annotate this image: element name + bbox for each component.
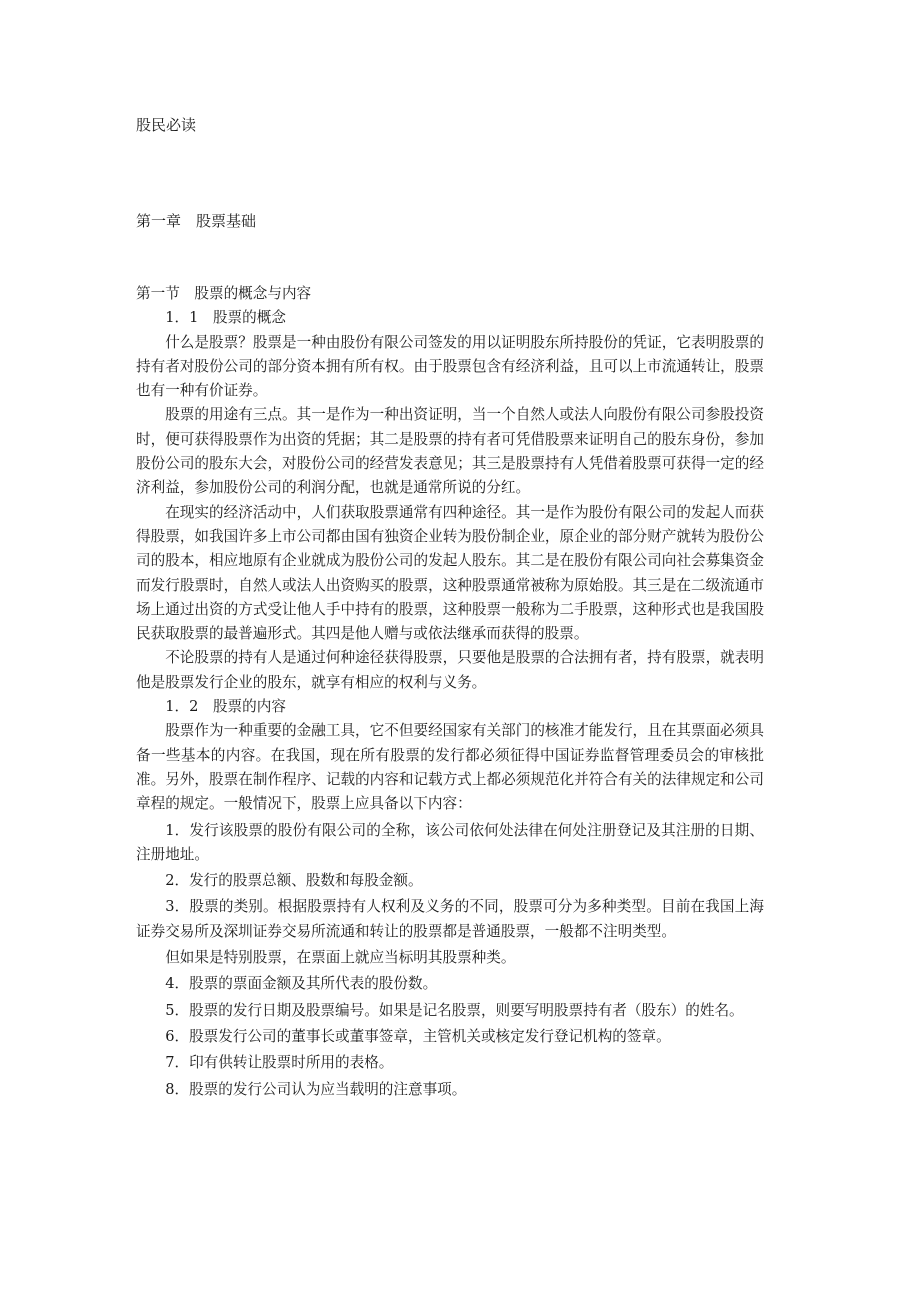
list-item: 但如果是特别股票，在票面上就应当标明其股票种类。: [165, 949, 516, 967]
chapter-heading: 第一章 股票基础: [136, 212, 257, 230]
paragraph-stock-holder: 不论股票的持有人是通过何种途径获得股票，只要他是股票的合法拥有者，持有股票，就表明他是股票发行企业的股东，就享有相应的权利与义务。: [136, 649, 764, 691]
list-item: 6．股票发行公司的董事长或董事签章，主管机关或核定发行登记机构的签章。: [165, 1027, 671, 1045]
paragraph-stock-uses: 股票的用途有三点。其一是作为一种出资证明，当一个自然人或法人向股份有限公司参股投资时，便可获得股票作为出资的凭据；其二是股票的持有者可凭借股票来证明自己的股东身份，参加股份公司的股东大会，对股份公司的经营发表意见；其三是股票持有人凭借着股票可获得一定的经济利益，参加股份公司的利润分配，也就是通常所说的分红。: [136, 406, 764, 497]
list-item: 8．股票的发行公司认为应当载明的注意事项。: [165, 1080, 467, 1098]
list-item: 3．股票的类别。根据股票持有人权利及义务的不同，股票可分为多种类型。目前在我国上海证券交易所及深圳证券交易所流通和转让的股票都是普通股票，一般都不注明类型。: [136, 898, 764, 940]
list-item: 1．发行该股票的股份有限公司的全称，该公司依何处法律在何处注册登记及其注册的日期、注册地址。: [136, 821, 764, 863]
paragraph-stock-acquisition: 在现实的经济活动中，人们获取股票通常有四种途径。其一是作为股份有限公司的发起人而获得股票，如我国许多上市公司都由国有独资企业转为股份制企业，原企业的部分财产就转为股份公司的股本，相应地原有企业就成为股份公司的发起人股东。其二是在股份有限公司向社会募集资金而发行股票时，自然人或法人出资购买的股票，这种股票通常被称为原始股。其三是在二级流通市场上通过出资的方式受让他人手中持有的股票，这种股票一般称为二手股票，这种形式也是我国股民获取股票的最普遍形式。其四是他人赠与或依法继承而获得的股票。: [136, 503, 764, 643]
section-heading: 第一节 股票的概念与内容: [136, 285, 312, 302]
subsection-heading-1: 1．1 股票的概念: [165, 309, 286, 327]
paragraph-stock-definition: 什么是股票？股票是一种由股份有限公司签发的用以证明股东所持股份的凭证，它表明股票的持有者对股份公司的部分资本拥有所有权。由于股票包含有经济利益，且可以上市流通转让，股票也有一种有价证券。: [136, 333, 764, 400]
document-title: 股民必读: [136, 116, 197, 134]
list-item: 7．印有供转让股票时所用的表格。: [165, 1054, 394, 1072]
list-item: 2．发行的股票总额、股数和每股金额。: [165, 872, 423, 890]
subsection-heading-2: 1．2 股票的内容: [165, 698, 286, 716]
paragraph-stock-content: 股票作为一种重要的金融工具，它不但要经国家有关部门的核准才能发行，且在其票面必须具备一些基本的内容。在我国，现在所有股票的发行都必须征得中国证券监督管理委员会的审核批准。另外，股票在制作程序、记载的内容和记载方式上都必须规范化并符合有关的法律规定和公司章程的规定。一般情况下，股票上应具备以下内容：: [136, 722, 764, 813]
list-item: 4．股票的票面金额及其所代表的股份数。: [165, 975, 438, 993]
list-item: 5．股票的发行日期及股票编号。如果是记名股票，则要写明股票持有者（股东）的姓名。: [165, 1001, 744, 1019]
document-body: [136, 282, 764, 1102]
